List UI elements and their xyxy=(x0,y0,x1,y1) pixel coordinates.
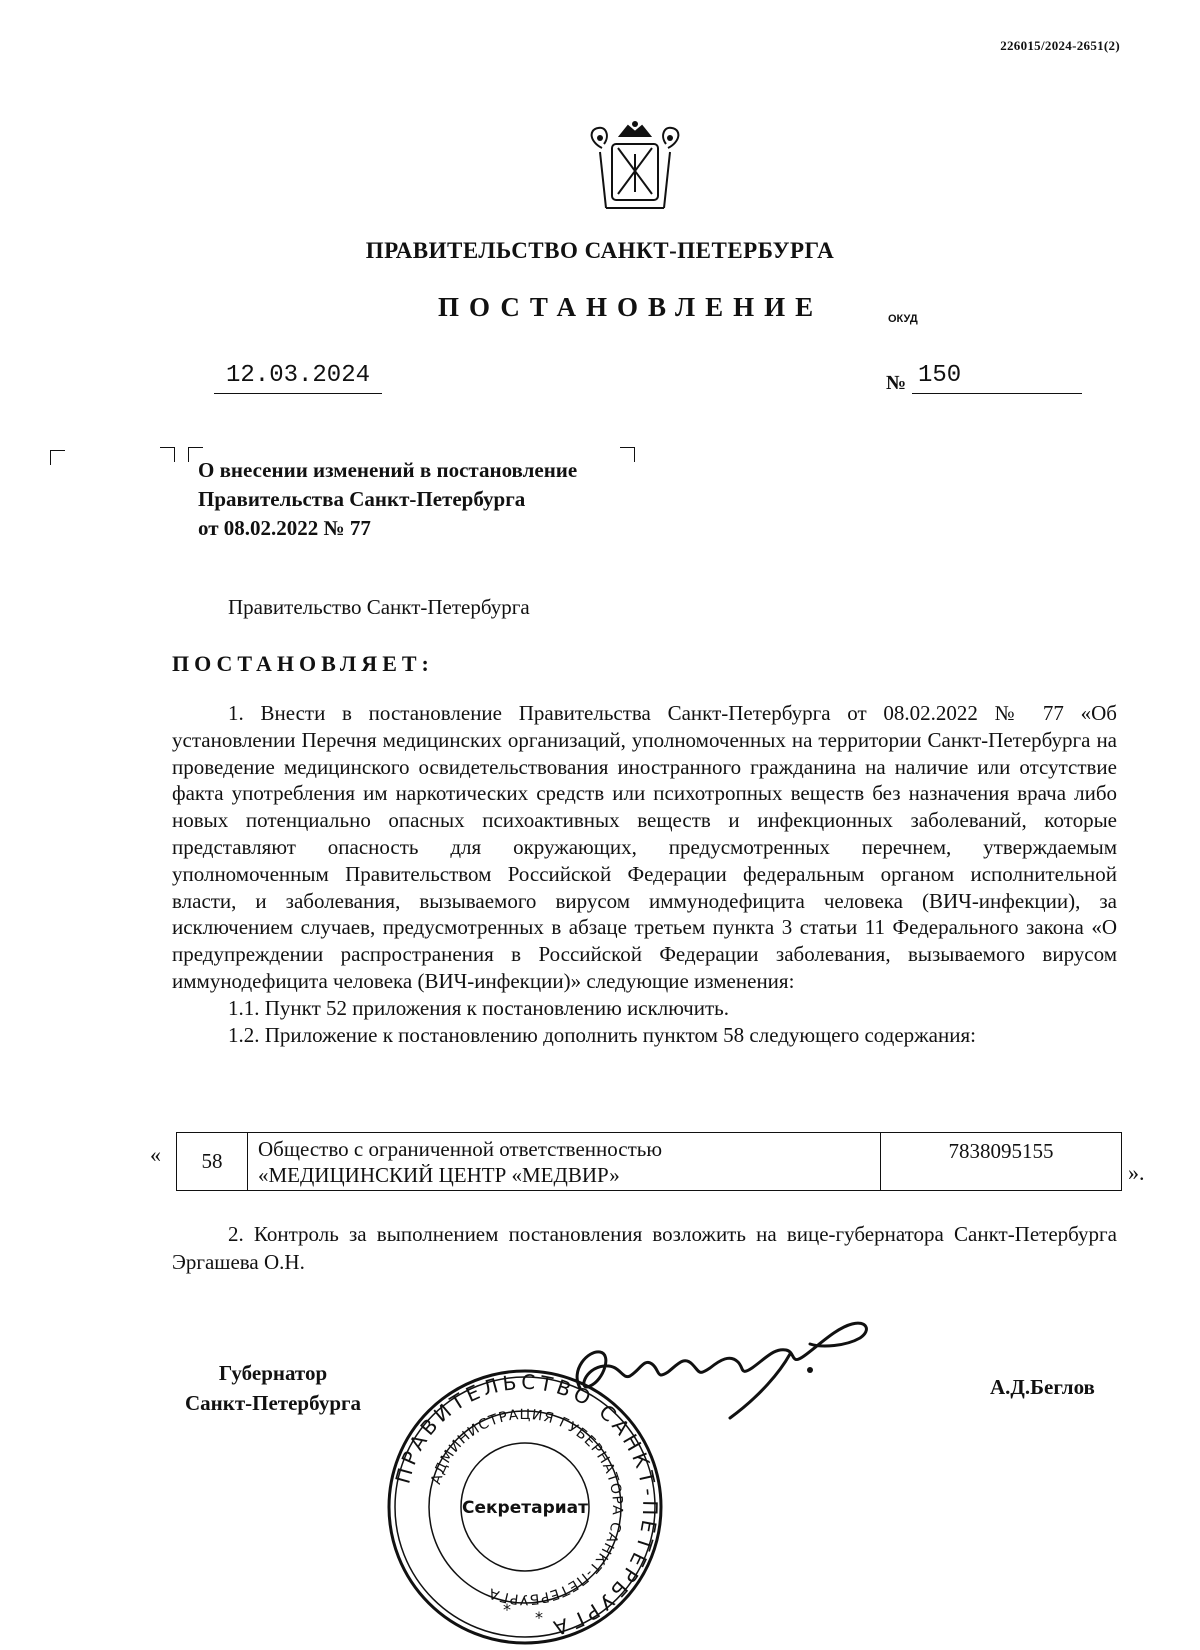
corner-mark xyxy=(620,447,635,462)
subject-line: О внесении изменений в постановление xyxy=(198,458,578,482)
stamp-star-icon: * xyxy=(535,1608,543,1627)
subject-line: от 08.02.2022 № 77 xyxy=(198,516,371,540)
signatory-name: А.Д.Беглов xyxy=(990,1375,1095,1399)
subject-line: Правительства Санкт-Петербурга xyxy=(198,487,526,511)
organizations-table xyxy=(176,1132,1122,1191)
number-underline xyxy=(912,393,1082,394)
coat-of-arms-emblem xyxy=(580,118,690,218)
date-underline xyxy=(214,393,382,394)
organization-name-line: «МЕДИЦИНСКИЙ ЦЕНТР «МЕДВИР» xyxy=(258,1162,620,1187)
document-type: ПОСТАНОВЛЕНИЕ xyxy=(438,292,824,322)
item-1-2: 1.2. Приложение к постановлению дополнить пунктом 58 следующего содержания: xyxy=(228,1022,976,1047)
opening-quote: « xyxy=(150,1142,161,1167)
signatory-title-line: Санкт-Петербурга xyxy=(184,1391,362,1415)
paragraph-1: 1. Внести в постановление Правительства Санкт-Петербурга от 08.02.2022 № 77 «Об установлении Перечня медицинских организаций, уполномоченных на территории Санкт-Петербурга на проведение медицинского освидетельствования иностранного гражданина на наличие или отсутствие факта употребления им наркотических средств или психотропных веществ без назначения врача либо новых потенциально опасных психоактивных веществ и инфекционных заболеваний, которые представляют опасность для окружающих, предусмотренных перечнем, утверждаемым уполномоченным Правительством Российской Федерации федеральным органом исполнительной власти, и заболевания, вызываемого вирусом иммунодефицита человека (ВИЧ-инфекции), за исключением случаев, предусмотренных в абзаце третьем пункта 3 статьи 11 Федерального закона «О предупреждении распространения в Российской Федерации заболевания, вызываемого вирусом иммунодефицита человека (ВИЧ-инфекции)» следующие изменения: xyxy=(172,701,1117,993)
stamp-outer-text: ПРАВИТЕЛЬСТВО САНКТ-ПЕТЕРБУРГА xyxy=(390,1369,663,1642)
paragraph-2 xyxy=(172,1220,1117,1276)
corner-mark xyxy=(160,447,175,462)
number-label: № xyxy=(886,372,907,394)
organization-name-line: Общество с ограниченной ответственностью xyxy=(258,1136,663,1161)
document-date: 12.03.2024 xyxy=(225,362,371,389)
table-row xyxy=(177,1133,1122,1191)
paragraph-2-text: 2. Контроль за выполнением постановления возложить на вице-губернатора Санкт-Петербурга Эргашева О.Н. xyxy=(172,1222,1117,1274)
item-1-1: 1.1. Пункт 52 приложения к постановлению исключить. xyxy=(228,995,729,1020)
decree-body xyxy=(172,700,1117,1048)
government-name: Правительство Санкт-Петербурга xyxy=(228,595,530,619)
row-number: 58 xyxy=(177,1133,248,1191)
organization-inn: 7838095155 xyxy=(881,1133,1122,1191)
stamp-center-text: Секретариат xyxy=(462,1498,588,1518)
organization-title: ПРАВИТЕЛЬСТВО САНКТ-ПЕТЕРБУРГА xyxy=(365,238,835,263)
handwritten-signature xyxy=(560,1310,920,1430)
decree-heading: ПОСТАНОВЛЯЕТ: xyxy=(172,651,434,676)
document-registration-number: 226015/2024-2651(2) xyxy=(1000,38,1120,53)
document-number: 150 xyxy=(918,362,962,389)
corner-mark xyxy=(50,450,65,465)
stamp-inner-text: АДМИНИСТРАЦИЯ ГУБЕРНАТОРА САНКТ-ПЕТЕРБУРГА xyxy=(428,1406,626,1608)
signatory-title-line: Губернатор xyxy=(218,1361,328,1385)
signatory-title xyxy=(168,1358,378,1418)
stamp-star-icon: * xyxy=(503,1600,511,1619)
closing-quote: ». xyxy=(1128,1160,1145,1185)
document-subject xyxy=(198,456,577,543)
organization-name xyxy=(248,1133,881,1191)
okud-label: ОКУД xyxy=(888,313,918,325)
